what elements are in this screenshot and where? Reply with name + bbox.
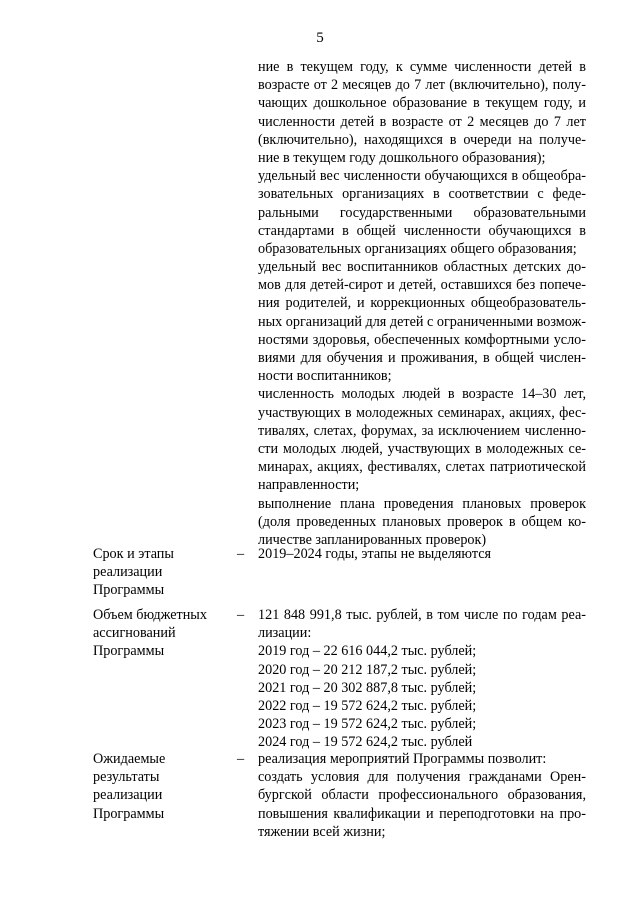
row-label <box>93 606 233 661</box>
text-line: реализация мероприятий Программы позволит: <box>258 751 547 767</box>
budget-year-line: 2024 год – 19 572 624,2 тыс. рублей <box>258 734 473 751</box>
indicator-3 <box>258 258 586 385</box>
text-line: сти молодых людей, участвующих в молодежных се- <box>258 440 586 457</box>
text-line: выполнение плана проведения плановых проверок <box>258 495 586 512</box>
label-line: Программы <box>93 643 165 660</box>
label-line: Срок и этапы <box>93 546 174 562</box>
text-line: направленности; <box>258 477 360 494</box>
text-line: стандартами в общей численности обучающихся в <box>258 222 586 239</box>
label-line: Программы <box>93 582 165 599</box>
text-line: виями для обучения и проживания, в общей числен- <box>258 350 586 366</box>
text-line: участвующих в молодежных семинарах, акциях, фес- <box>258 404 586 421</box>
text-line: бургской области профессионального образования, <box>258 787 586 804</box>
text-line: минарах, акциях, фестивалях, слетах патриотической <box>258 459 586 476</box>
label-line: реализации <box>93 564 163 581</box>
indicator-1 <box>258 58 586 167</box>
indicator-4 <box>258 385 586 494</box>
text-line: удельный вес численности обучающихся в общеобра- <box>258 168 586 185</box>
row-dash: – <box>237 751 245 767</box>
page-number: 5 <box>316 30 324 46</box>
text-line: ние в текущем году дошкольного образования); <box>258 149 546 166</box>
row-dash: – <box>237 546 245 562</box>
row-value <box>258 606 586 752</box>
row-label <box>93 545 233 600</box>
budget-year-line: 2023 год – 19 572 624,2 тыс. рублей; <box>258 716 477 733</box>
budget-year-line: 2019 год – 22 616 044,2 тыс. рублей; <box>258 643 477 660</box>
text-line: ние в текущем году, к сумме численности детей в <box>258 59 586 75</box>
text-line: личестве запланированных проверок) <box>258 531 487 548</box>
text-line: (включительно), находящихся в очереди на получе- <box>258 131 586 148</box>
text-line: ностями здоровья, обеспеченных комфортными усло- <box>258 331 586 348</box>
text-line: (доля проведенных плановых проверок в общем ко- <box>258 513 586 530</box>
text-line: мов для детей-сирот и детей, оставшихся без попече- <box>258 277 586 294</box>
row-value <box>258 545 586 563</box>
text-line: ния родителей, и коррекционных общеобразователь- <box>258 295 586 312</box>
label-line: Программы <box>93 805 165 822</box>
text-line: ральными государственными образовательными <box>258 204 586 221</box>
text-line: создать условия для получения гражданами Орен- <box>258 769 586 786</box>
text-line: 121 848 991,8 тыс. рублей, в том числе по годам реа- <box>258 607 586 623</box>
label-line: реализации <box>93 787 163 804</box>
text-line: удельный вес воспитанников областных детских до- <box>258 259 586 276</box>
indicator-2 <box>258 167 586 258</box>
text-line: численность молодых людей в возрасте 14–30 лет, <box>258 386 586 403</box>
text-line: повышения квалификации и переподготовки на про- <box>258 805 586 822</box>
text-line: образовательных организациях общего образования; <box>258 240 577 257</box>
text-line: зовательных организациях в соответствии с феде- <box>258 186 586 203</box>
indicators-block <box>258 58 586 549</box>
text-line: лизации: <box>258 625 312 642</box>
row-value <box>258 750 586 841</box>
text-line: чающих дошкольное образование в текущем году, и <box>258 95 586 112</box>
text-line: ности воспитанников; <box>258 368 392 385</box>
text-line: тивалях, слетах, форумах, за исключением численно- <box>258 422 586 439</box>
text-line: 2019–2024 годы, этапы не выделяются <box>258 546 492 562</box>
label-line: Ожидаемые <box>93 751 166 767</box>
row-dash: – <box>237 607 245 623</box>
label-line: ассигнований <box>93 625 176 642</box>
indicator-5 <box>258 495 586 550</box>
text-line: ных организаций для детей с ограниченными возмож- <box>258 313 586 330</box>
label-line: результаты <box>93 769 160 786</box>
budget-year-line: 2020 год – 20 212 187,2 тыс. рублей; <box>258 661 477 678</box>
text-line: тяжении всей жизни; <box>258 823 386 840</box>
budget-year-line: 2022 год – 19 572 624,2 тыс. рублей; <box>258 697 477 714</box>
label-line: Объем бюджетных <box>93 607 207 623</box>
text-line: численности детей в возрасте от 2 месяцев до 7 лет <box>258 113 586 130</box>
row-label <box>93 750 233 823</box>
text-line: возрасте от 2 месяцев до 7 лет (включительно), полу- <box>258 77 586 94</box>
budget-year-line: 2021 год – 20 302 887,8 тыс. рублей; <box>258 679 477 696</box>
